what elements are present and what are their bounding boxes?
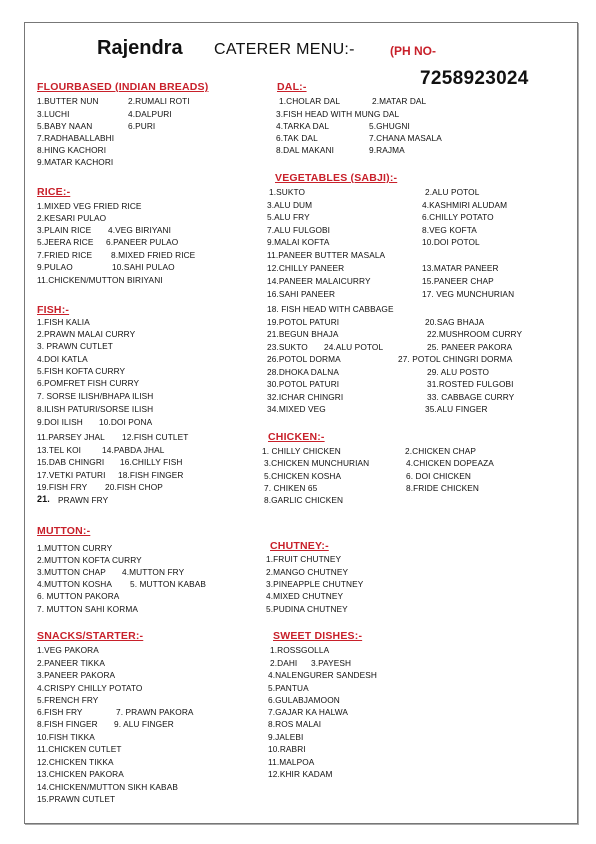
- menu-item: 19.POTOL PATURI: [267, 317, 340, 327]
- menu-item: PRAWN FRY: [58, 495, 109, 505]
- section-title-mutton: MUTTON:-: [37, 525, 91, 537]
- menu-item: 7.ALU FULGOBI: [267, 225, 331, 235]
- menu-item: 12.KHIR KADAM: [268, 769, 333, 779]
- section-title-vegetables: VEGETABLES (SABJI):-: [275, 172, 398, 184]
- caterer-name: Rajendra: [97, 37, 183, 59]
- menu-item: 9.JALEBI: [268, 732, 304, 742]
- menu-item: 35.ALU FINGER: [425, 404, 488, 414]
- menu-item: 15.PANEER CHAP: [422, 276, 494, 286]
- menu-item: 13.TEL KOI: [37, 445, 82, 455]
- menu-item: 2.KESARI PULAO: [37, 213, 107, 223]
- menu-item: 1.BUTTER NUN: [37, 96, 99, 106]
- menu-item: 2.MATAR DAL: [372, 96, 427, 106]
- menu-item: 7.RADHABALLABHI: [37, 133, 115, 143]
- menu-item: 31.ROSTED FULGOBI: [427, 379, 514, 389]
- menu-item: 4.TARKA DAL: [276, 121, 330, 131]
- menu-item: 7. MUTTON SAHI KORMA: [37, 604, 138, 614]
- menu-item: 5.GHUGNI: [369, 121, 410, 131]
- menu-item: 10.DOI POTOL: [422, 237, 480, 247]
- menu-item: 13.MATAR PANEER: [422, 263, 499, 273]
- menu-item: 2.DAHI: [270, 658, 298, 668]
- menu-item: 7. CHIKEN 65: [264, 483, 318, 493]
- menu-item: 6.PANEER PULAO: [106, 237, 179, 247]
- menu-item: 11.CHICKEN CUTLET: [37, 744, 122, 754]
- menu-item: 1.MUTTON CURRY: [37, 543, 113, 553]
- menu-item: 32.ICHAR CHINGRI: [267, 392, 344, 402]
- menu-item: 2.PRAWN MALAI CURRY: [37, 329, 136, 339]
- menu-item: 2.CHICKEN CHAP: [405, 446, 477, 456]
- menu-item: 4.DOI KATLA: [37, 354, 88, 364]
- menu-item: 3.PAYESH: [311, 658, 352, 668]
- menu-item: 1.CHOLAR DAL: [279, 96, 341, 106]
- menu-item: 25. PANEER PAKORA: [427, 342, 513, 352]
- menu-item: 5.BABY NAAN: [37, 121, 93, 131]
- menu-item: 10.FISH TIKKA: [37, 732, 95, 742]
- menu-item: 4.MUTTON FRY: [122, 567, 185, 577]
- menu-item: 11.MALPOA: [268, 757, 315, 767]
- menu-item: 3.CHICKEN MUNCHURIAN: [264, 458, 370, 468]
- menu-item: 8.DAL MAKANI: [276, 145, 335, 155]
- section-title-dal: DAL:-: [277, 81, 307, 93]
- menu-item: 18.FISH FINGER: [118, 470, 184, 480]
- menu-item: 18. FISH HEAD WITH CABBAGE: [267, 304, 394, 314]
- section-title-chicken: CHICKEN:-: [268, 431, 325, 443]
- menu-item: 8.ROS MALAI: [268, 719, 322, 729]
- menu-item: 6. MUTTON PAKORA: [37, 591, 120, 601]
- menu-item: 22.MUSHROOM CURRY: [427, 329, 523, 339]
- menu-item: 2.RUMALI ROTI: [128, 96, 190, 106]
- menu-item: 14.PABDA JHAL: [102, 445, 165, 455]
- menu-item: 11.PANEER BUTTER MASALA: [267, 250, 386, 260]
- menu-item: 8.GARLIC CHICKEN: [264, 495, 344, 505]
- menu-item: 4.CRISPY CHILLY POTATO: [37, 683, 143, 693]
- menu-item: 8.FISH FINGER: [37, 719, 98, 729]
- menu-item: 5.FRENCH FRY: [37, 695, 99, 705]
- section-title-sweets: SWEET DISHES:-: [273, 630, 363, 642]
- menu-item: 8.MIXED FRIED RICE: [111, 250, 196, 260]
- menu-item: 9.PULAO: [37, 262, 73, 272]
- menu-item: 5.CHICKEN KOSHA: [264, 471, 342, 481]
- menu-item: 1.MIXED VEG FRIED RICE: [37, 201, 142, 211]
- menu-item: 4.MIXED CHUTNEY: [266, 591, 344, 601]
- section-title-chutney: CHUTNEY:-: [270, 540, 329, 552]
- menu-item: 5.FISH KOFTA CURRY: [37, 366, 126, 376]
- section-title-breads: FLOURBASED (INDIAN BREADS): [37, 81, 209, 93]
- section-title-fish: FISH:-: [37, 304, 70, 316]
- menu-item: 9.DOI ILISH: [37, 417, 83, 427]
- menu-item: 4.NALENGURER SANDESH: [268, 670, 377, 680]
- menu-item: 9.MATAR KACHORI: [37, 157, 114, 167]
- menu-item: 20.SAG BHAJA: [425, 317, 485, 327]
- menu-item: 2.PANEER TIKKA: [37, 658, 105, 668]
- menu-item: 8.ILISH PATURI/SORSE ILISH: [37, 404, 154, 414]
- menu-item: 5.PUDINA CHUTNEY: [266, 604, 348, 614]
- menu-item: 9. ALU FINGER: [114, 719, 174, 729]
- menu-item: 9.RAJMA: [369, 145, 405, 155]
- menu-item: 3.ALU DUM: [267, 200, 313, 210]
- menu-item: 4.MUTTON KOSHA: [37, 579, 113, 589]
- menu-item: 17.VETKI PATURI: [37, 470, 106, 480]
- menu-item: 16.CHILLY FISH: [120, 457, 183, 467]
- menu-item: 4.KASHMIRI ALUDAM: [422, 200, 508, 210]
- menu-item: 7. PRAWN PAKORA: [116, 707, 194, 717]
- menu-item: 1. CHILLY CHICKEN: [262, 446, 341, 456]
- menu-item: 4.CHICKEN DOPEAZA: [406, 458, 494, 468]
- menu-item: 33. CABBAGE CURRY: [427, 392, 515, 402]
- menu-item: 17. VEG MUNCHURIAN: [422, 289, 515, 299]
- menu-item: 1.FISH KALIA: [37, 317, 90, 327]
- menu-item: 3.LUCHI: [37, 109, 70, 119]
- menu-item: 19.FISH FRY: [37, 482, 88, 492]
- menu-item: 8.VEG KOFTA: [422, 225, 477, 235]
- menu-item: 16.SAHI PANEER: [267, 289, 336, 299]
- menu-item: 15.DAB CHINGRI: [37, 457, 105, 467]
- menu-item: 24.ALU POTOL: [324, 342, 384, 352]
- menu-item: 21.BEGUN BHAJA: [267, 329, 339, 339]
- menu-item: 4.VEG BIRIYANI: [108, 225, 172, 235]
- menu-item: 9.MALAI KOFTA: [267, 237, 330, 247]
- menu-item: 12.CHICKEN TIKKA: [37, 757, 114, 767]
- menu-item: 10.SAHI PULAO: [112, 262, 175, 272]
- menu-item: 5.ALU FRY: [267, 212, 310, 222]
- menu-item: 27. POTOL CHINGRI DORMA: [398, 354, 513, 364]
- menu-item: 2.ALU POTOL: [425, 187, 480, 197]
- section-title-rice: RICE:-: [37, 186, 71, 198]
- menu-item: 2.MANGO CHUTNEY: [266, 567, 349, 577]
- menu-item: 15.PRAWN CUTLET: [37, 794, 116, 804]
- menu-item: 34.MIXED VEG: [267, 404, 326, 414]
- menu-item: 12.CHILLY PANEER: [267, 263, 345, 273]
- menu-item: 30.POTOL PATURI: [267, 379, 340, 389]
- menu-item: 20.FISH CHOP: [105, 482, 163, 492]
- menu-item: 26.POTOL DORMA: [267, 354, 341, 364]
- menu-item: 7. SORSE ILISH/BHAPA ILISH: [37, 391, 154, 401]
- menu-item: 7.GAJAR KA HALWA: [268, 707, 348, 717]
- menu-item: 10.DOI PONA: [99, 417, 153, 427]
- menu-item: 7.CHANA MASALA: [369, 133, 442, 143]
- menu-item: 1.VEG PAKORA: [37, 645, 99, 655]
- menu-item: 29. ALU POSTO: [427, 367, 490, 377]
- menu-item: 3.PLAIN RICE: [37, 225, 92, 235]
- menu-item: 6.POMFRET FISH CURRY: [37, 378, 140, 388]
- menu-item: 8.FRIDE CHICKEN: [406, 483, 479, 493]
- menu-item: 3.FISH HEAD WITH MUNG DAL: [276, 109, 400, 119]
- menu-item: 5.PANTUA: [268, 683, 309, 693]
- menu-item: 3.PANEER PAKORA: [37, 670, 116, 680]
- menu-item: 10.RABRI: [268, 744, 306, 754]
- menu-item: 14.PANEER MALAICURRY: [267, 276, 371, 286]
- menu-item: 1.ROSSGOLLA: [270, 645, 330, 655]
- section-title-snacks: SNACKS/STARTER:-: [37, 630, 144, 642]
- menu-item: 1.FRUIT CHUTNEY: [266, 554, 342, 564]
- menu-item: 11.CHICKEN/MUTTON BIRIYANI: [37, 275, 163, 285]
- menu-item: 14.CHICKEN/MUTTON SIKH KABAB: [37, 782, 178, 792]
- menu-item: 6.GULABJAMOON: [268, 695, 340, 705]
- menu-item: 6.FISH FRY: [37, 707, 83, 717]
- menu-item: 1.SUKTO: [269, 187, 306, 197]
- phone-label: (PH NO-: [390, 44, 436, 58]
- menu-item: 11.PARSEY JHAL: [37, 432, 105, 442]
- menu-item: 3.MUTTON CHAP: [37, 567, 106, 577]
- menu-item: 12.FISH CUTLET: [122, 432, 189, 442]
- menu-item: 6.TAK DAL: [276, 133, 318, 143]
- menu-item: 13.CHICKEN PAKORA: [37, 769, 124, 779]
- phone-number[interactable]: 7258923024: [420, 68, 529, 89]
- menu-item: 7.FRIED RICE: [37, 250, 93, 260]
- menu-item: 5.JEERA RICE: [37, 237, 94, 247]
- menu-item: 6.PURI: [128, 121, 156, 131]
- menu-item: 23.SUKTO: [267, 342, 308, 352]
- menu-item: 6.CHILLY POTATO: [422, 212, 494, 222]
- menu-item: 4.DALPURI: [128, 109, 172, 119]
- menu-item: 6. DOI CHICKEN: [406, 471, 472, 481]
- menu-item: 8.HING KACHORI: [37, 145, 107, 155]
- menu-item: 3. PRAWN CUTLET: [37, 341, 113, 351]
- menu-item: 5. MUTTON KABAB: [130, 579, 207, 589]
- menu-item: 21.: [37, 494, 50, 504]
- menu-item: 3.PINEAPPLE CHUTNEY: [266, 579, 364, 589]
- menu-item: 2.MUTTON KOFTA CURRY: [37, 555, 142, 565]
- menu-item: 28.DHOKA DALNA: [267, 367, 339, 377]
- menu-title: CATERER MENU:-: [214, 41, 355, 58]
